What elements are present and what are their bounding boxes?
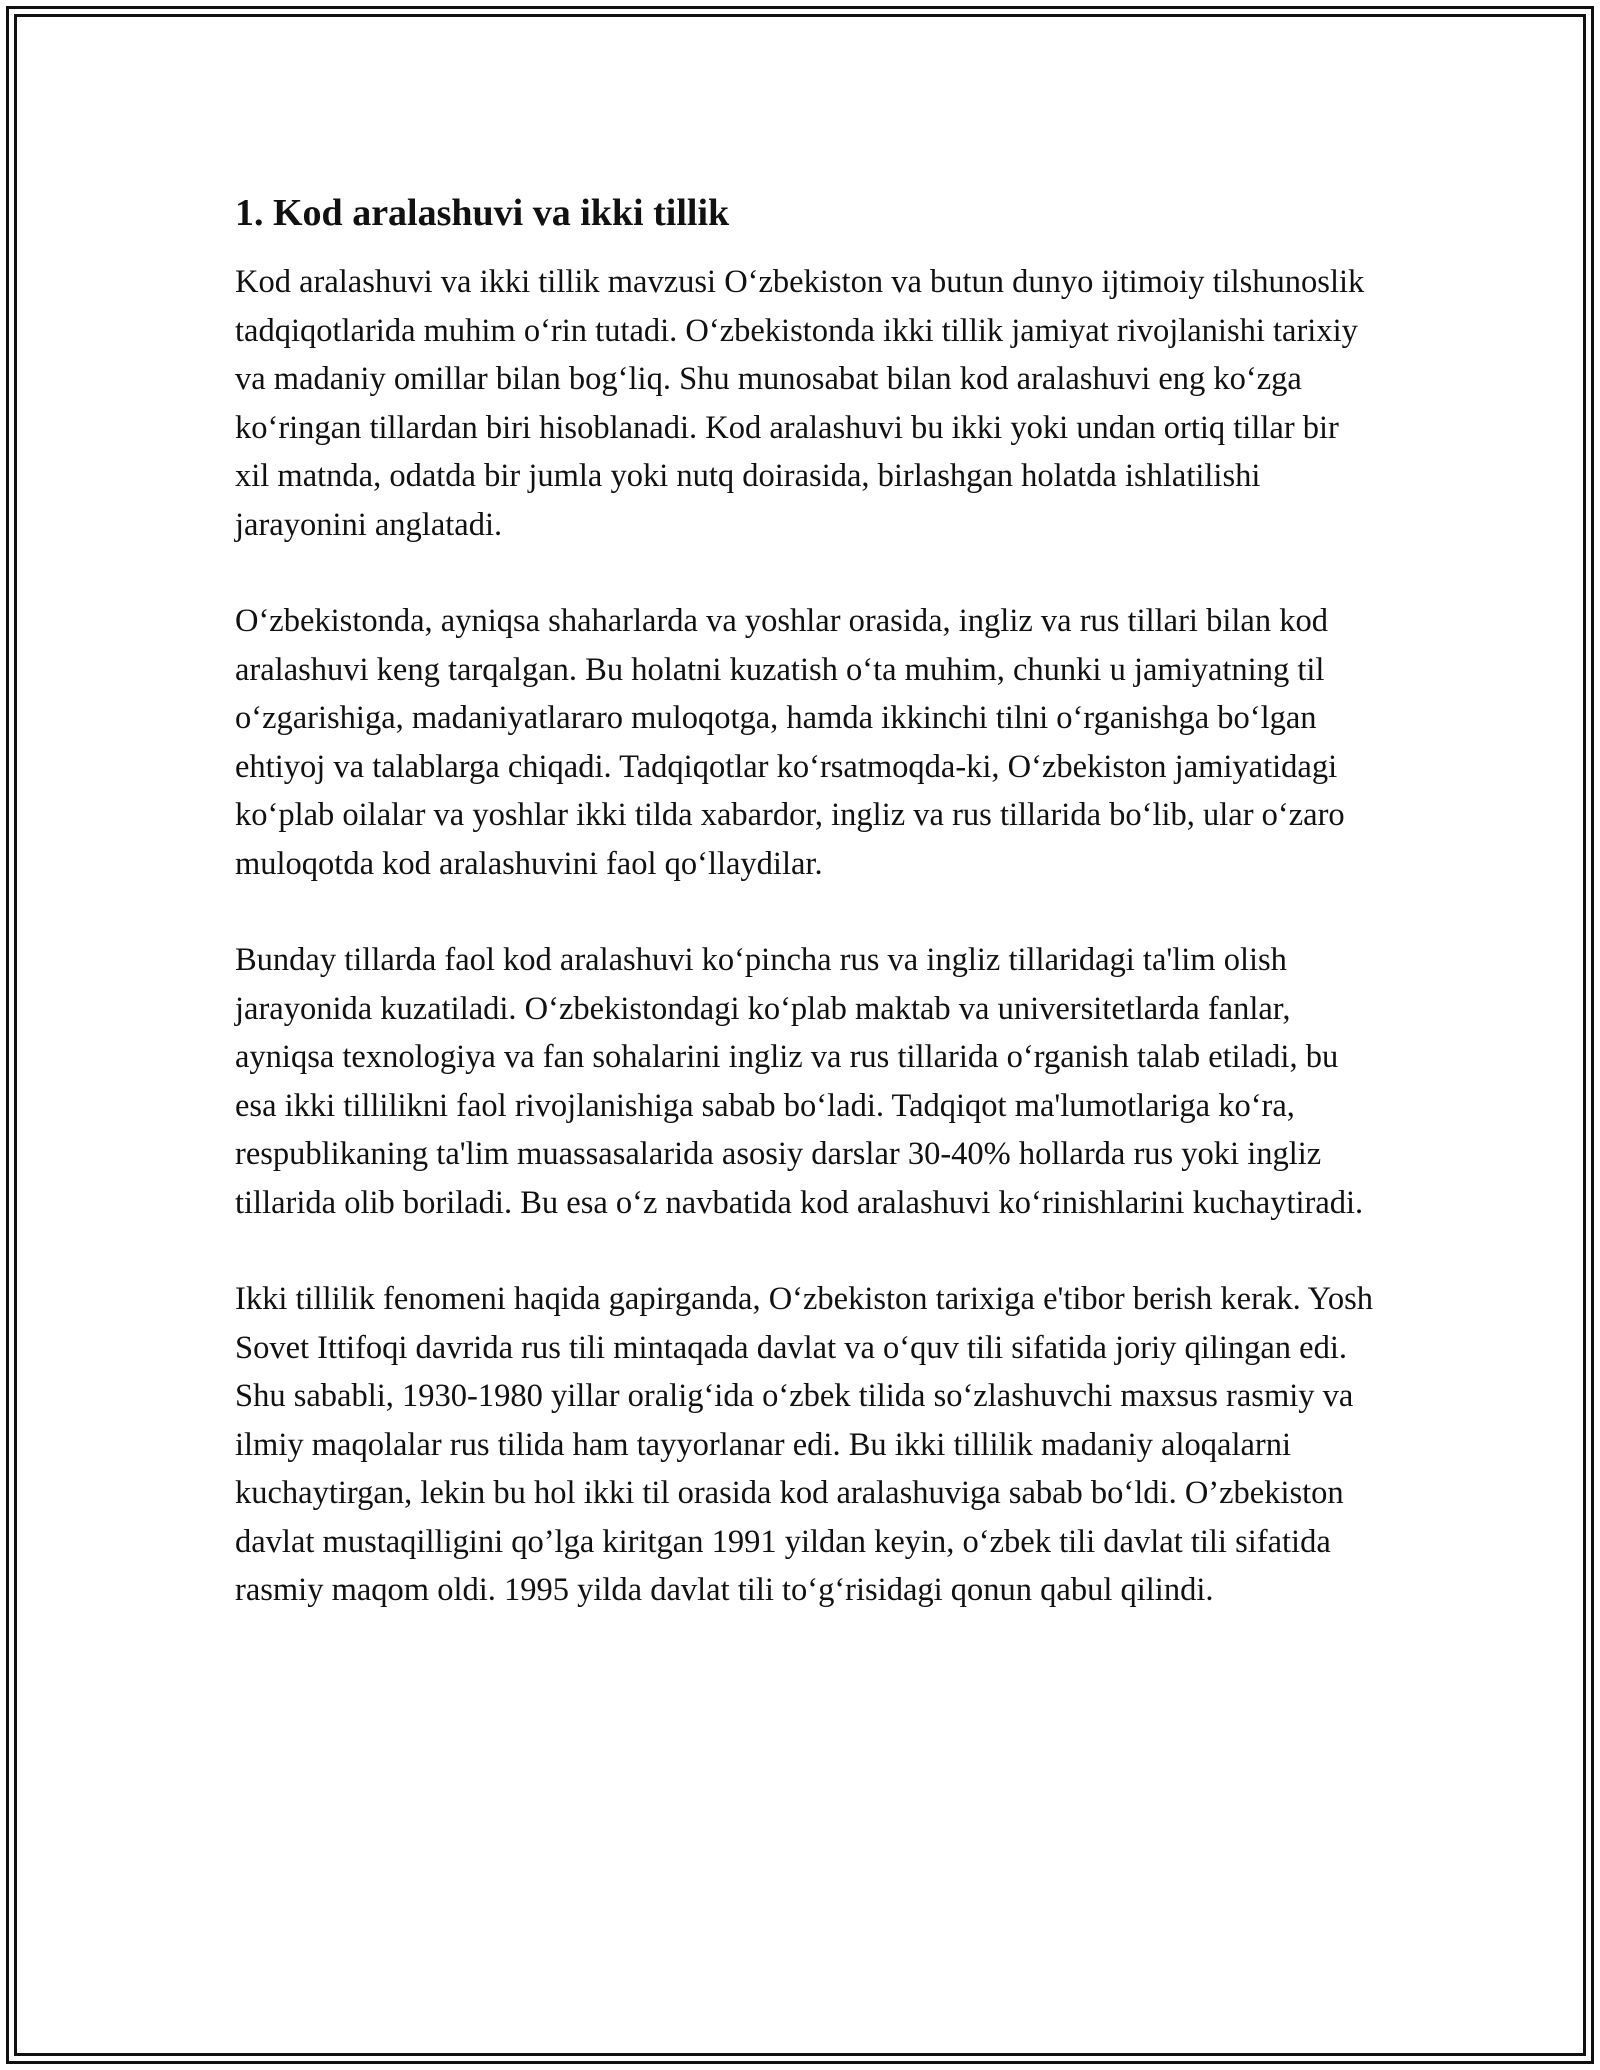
paragraph-4: Ikki tillilik fenomeni haqida gapirganda, O‘zbekiston tarixiga e'tibor berish kerak. Yosh Sovet Ittifoqi davrida rus tili mintaqada davlat va o‘quv tili sifatida joriy qilingan edi. Shu sababli, 1930-1980 yillar oralig‘ida o‘zbek tilida so‘zlashuvchi maxsus rasmiy va ilmiy maqolalar rus tilida ham tayyorlanar edi. Bu ikki tillilik madaniy aloqalarni kuchaytirgan, lekin bu hol ikki til orasida kod aralashuviga sabab bo‘ldi. O’zbekiston davlat mustaqilligini qo’lga kiritgan 1991 yildan keyin, o‘zbek tili davlat tili sifatida rasmiy maqom oldi. 1995 yilda davlat tili to‘g‘risidagi qonun qabul qilindi. [235, 1281, 1373, 1608]
paragraph-2: O‘zbekistonda, ayniqsa shaharlarda va yoshlar orasida, ingliz va rus tillari bilan kod aralashuvi keng tarqalgan. Bu holatni kuzatish o‘ta muhim, chunki u jamiyatning til o‘zgarishiga, madaniyatlararo muloqotga, hamda ikkinchi tilni o‘rganishga bo‘lgan ehtiyoj va talablarga chiqadi. Tadqiqotlar ko‘rsatmoqda-ki, O‘zbekiston jamiyatidagi ko‘plab oilalar va yoshlar ikki tilda xabardor, ingliz va rus tillarida bo‘lib, ular o‘zaro muloqotda kod aralashuvini faol qo‘llaydilar. [235, 603, 1345, 882]
document-body [235, 188, 1373, 1663]
paragraph-3: Bunday tillarda faol kod aralashuvi ko‘pincha rus va ingliz tillaridagi ta'lim olish jarayonida kuzatiladi. O‘zbekistondagi ko‘plab maktab va universitetlarda fanlar, ayniqsa texnologiya va fan sohalarini ingliz va rus tillarida o‘rganish talab etiladi, bu esa ikki tillilikni faol rivojlanishiga sabab bo‘ladi. Tadqiqot ma'lumotlariga ko‘ra, respublikaning ta'lim muassasalarida asosiy darslar 30-40% hollarda rus yoki ingliz tillarida olib boriladi. Bu esa o‘z navbatida kod aralashuvi ko‘rinishlarini kuchaytiradi. [235, 942, 1364, 1221]
section-heading: 1. Kod aralashuvi va ikki tillik [235, 192, 730, 234]
paragraph-1: Kod aralashuvi va ikki tillik mavzusi O‘zbekiston va butun dunyo ijtimoiy tilshunoslik tadqiqotlarida muhim o‘rin tutadi. O‘zbekistonda ikki tillik jamiyat rivojlanishi tarixiy va madaniy omillar bilan bog‘liq. Shu munosabat bilan kod aralashuvi eng ko‘zga ko‘ringan tillardan biri hisoblanadi. Kod aralashuvi bu ikki yoki undan ortiq tillar bir xil matnda, odatda bir jumla yoki nutq doirasida, birlashgan holatda ishlatilishi jarayonini anglatadi. [235, 264, 1365, 543]
